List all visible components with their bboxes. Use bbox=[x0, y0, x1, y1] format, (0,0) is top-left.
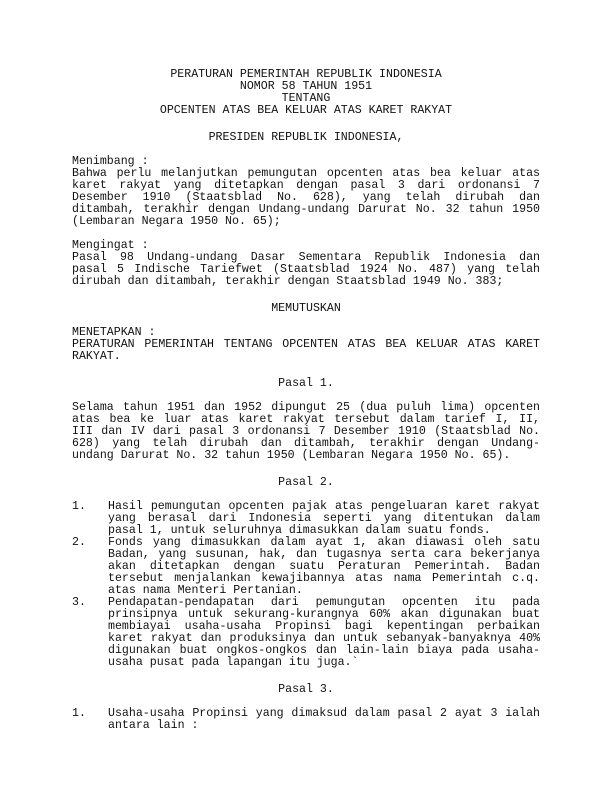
section-label: MENETAPKAN : bbox=[72, 326, 156, 339]
title-line: TENTANG bbox=[281, 92, 331, 105]
text-line: Badan, yang susunan, hak, dan tugasnya serta cara bekerjanya bbox=[108, 548, 540, 561]
text-line: atas bea ke luar atas karet rakyat tersebut dalam tarief I, II, bbox=[72, 413, 540, 426]
text-line: (Lembaran Negara 1950 No. 65); bbox=[72, 215, 281, 228]
pasal-2-heading: Pasal 2. bbox=[278, 476, 334, 489]
pasal-3-heading: Pasal 3. bbox=[278, 683, 334, 696]
text-line: dirubah dan ditambah, terakhir dengan Staatsblad 1949 No. 383; bbox=[72, 275, 504, 288]
text-line: RAKYAT. bbox=[72, 350, 121, 363]
text-line: Bahwa perlu melanjutkan pemungutan opcenten atas bea keluar atas bbox=[72, 167, 540, 180]
text-line: Pasal 98 Undang-undang Dasar Sementara Republik Indonesia dan bbox=[72, 251, 540, 264]
document-page bbox=[72, 69, 540, 732]
pasal-1-body bbox=[72, 402, 540, 462]
text-line: karet rakyat dan produksinya dan untuk sebanyak-banyaknya 40% bbox=[108, 632, 540, 645]
title-line: PERATURAN PEMERINTAH REPUBLIK INDONESIA bbox=[170, 68, 442, 81]
text-line: III dan IV dari pasal 3 ordonansi 7 Desember 1910 (Staatsblad No. bbox=[72, 425, 540, 438]
text-line: Hasil pemungutan opcenten pajak atas pengeluaran karet rakyat bbox=[108, 500, 540, 513]
item-number: 1. bbox=[72, 500, 86, 513]
text-line: Pendapatan-pendapatan dari pemungutan opcenten itu pada bbox=[108, 596, 540, 609]
text-line: 628) yang telah dirubah dan ditambah, terakhir dengan Undang- bbox=[72, 437, 540, 450]
item-number: 2. bbox=[72, 536, 86, 549]
text-line: antara lain : bbox=[108, 719, 199, 732]
pasal-2-list bbox=[72, 501, 540, 669]
text-line: PERATURAN PEMERINTAH TENTANG OPCENTEN ATAS BEA KELUAR ATAS KARET bbox=[72, 338, 540, 351]
pasal-3-list bbox=[72, 708, 540, 732]
text-line: akan ditetapkan dengan suatu Peraturan Pemerintah. Badan bbox=[108, 560, 540, 573]
text-line: Desember 1910 (Staatsblad No. 628), yang telah dirubah dan bbox=[72, 191, 540, 204]
president-heading: PRESIDEN REPUBLIK INDONESIA, bbox=[208, 131, 404, 144]
item-number: 3. bbox=[72, 596, 86, 609]
text-line: digunakan buat ongkos-ongkos dan lain-lain biaya pada usaha- bbox=[108, 644, 540, 657]
text-line: pasal 5 Indische Tariefwet (Staatsblad 1924 No. 487) yang telah bbox=[72, 263, 540, 276]
pasal-1-heading: Pasal 1. bbox=[278, 377, 334, 390]
text-line: tersebut menjalankan kewajibannya atas nama Pemerintah c.q. bbox=[108, 572, 540, 585]
text-line: undang Darurat No. 32 tahun 1950 (Lembaran Negara 1950 No. 65). bbox=[72, 449, 511, 462]
menetapkan-section bbox=[72, 327, 540, 363]
text-line: Fonds yang dimasukkan dalam ayat 1, akan diawasi oleh satu bbox=[108, 536, 540, 549]
section-label: Menimbang : bbox=[72, 155, 149, 168]
list-item bbox=[72, 597, 540, 669]
title-line: OPCENTEN ATAS BEA KELUAR ATAS KARET RAKYAT bbox=[159, 104, 453, 117]
list-item bbox=[72, 708, 540, 732]
mengingat-section bbox=[72, 240, 540, 288]
title-line: NOMOR 58 TAHUN 1951 bbox=[239, 80, 373, 93]
text-line: Selama tahun 1951 dan 1952 dipungut 25 (dua puluh lima) opcenten bbox=[72, 401, 540, 414]
document-title bbox=[72, 69, 540, 117]
text-line: usaha pusat pada lapangan itu juga.` bbox=[108, 656, 359, 669]
text-line: atas nama Menteri Pertanian. bbox=[108, 584, 303, 597]
text-line: membiayai usaha-usaha Propinsi bagi kepentingan perbaikan bbox=[108, 620, 540, 633]
list-item bbox=[72, 501, 540, 537]
menimbang-section bbox=[72, 156, 540, 228]
section-label: Mengingat : bbox=[72, 239, 149, 252]
text-line: prinsipnya untuk sekurang-kurangnya 60% akan digunakan buat bbox=[108, 608, 540, 621]
text-line: Usaha-usaha Propinsi yang dimaksud dalam pasal 2 ayat 3 ialah bbox=[108, 707, 540, 720]
memutuskan-heading: MEMUTUSKAN bbox=[271, 302, 341, 315]
text-line: karet rakyat yang ditetapkan dengan pasal 3 dari ordonansi 7 bbox=[72, 179, 540, 192]
item-number: 1. bbox=[72, 707, 86, 720]
text-line: ditambah, terakhir dengan Undang-undang Darurat No. 32 tahun 1950 bbox=[72, 203, 540, 216]
list-item bbox=[72, 537, 540, 597]
text-line: yang berasal dari Indonesia seperti yang ditentukan dalam bbox=[108, 512, 540, 525]
text-line: pasal 1, untuk seluruhnya dimasukkan dalam suatu fonds. bbox=[108, 524, 491, 537]
